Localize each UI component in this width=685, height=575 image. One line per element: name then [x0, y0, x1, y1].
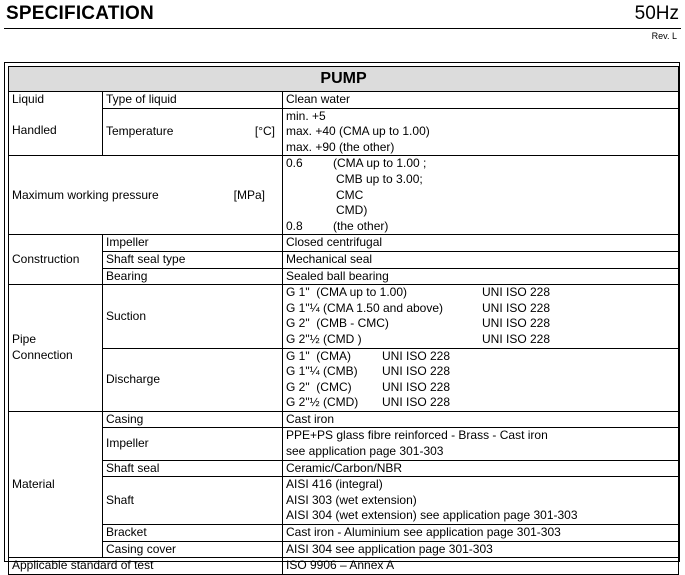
table-row — [9, 477, 679, 525]
type-of-liquid-label: Type of liquid — [103, 92, 283, 109]
discharge-line: G 1" (CMA) UNI ISO 228 — [286, 348, 451, 363]
material-item-label: Shaft seal — [103, 460, 283, 477]
liquid-label-line2: Handled — [12, 123, 57, 138]
discharge-line: G 1"¼ (CMB) UNI ISO 228 — [286, 364, 451, 379]
temperature-value: min. +5 — [286, 108, 326, 123]
material-item-value: Ceramic/Carbon/NBR — [283, 460, 679, 477]
pressure-unit: [MPa] — [233, 187, 265, 202]
table-row — [9, 541, 679, 558]
material-item-value — [283, 428, 679, 460]
pressure-values — [283, 156, 679, 235]
material-item-label: Casing cover — [103, 541, 283, 558]
construction-item-label: Shaft seal type — [103, 251, 283, 268]
table-row — [9, 411, 679, 428]
material-item-value: Cast iron - Aluminium see application page 301-303 — [283, 525, 679, 542]
material-item-label: Impeller — [103, 428, 283, 460]
table-title-row — [9, 67, 679, 92]
impeller-line: see application page 301-303 — [286, 444, 444, 459]
pipe-connection-label — [9, 285, 103, 412]
material-label: Material — [9, 411, 103, 557]
material-item-label: Shaft — [103, 477, 283, 525]
construction-item-value: Sealed ball bearing — [283, 268, 679, 285]
impeller-line: PPE+PS glass fibre reinforced - Brass - Cast iron — [286, 428, 548, 443]
table-row — [9, 428, 679, 460]
table-row — [9, 92, 679, 109]
suction-values — [283, 285, 679, 348]
construction-item-label: Bearing — [103, 268, 283, 285]
discharge-label: Discharge — [103, 348, 283, 411]
table-row — [9, 108, 679, 156]
shaft-line: AISI 304 (wet extension) see application page 301-303 — [286, 508, 578, 523]
construction-label: Construction — [9, 235, 103, 285]
pressure-line: 0.8 (the other) — [286, 218, 389, 233]
table-row — [9, 268, 679, 285]
construction-item-value: Closed centrifugal — [283, 235, 679, 252]
construction-item-label: Impeller — [103, 235, 283, 252]
temperature-unit: [°C] — [254, 124, 275, 139]
pressure-line: 0.6 (CMA up to 1.00 ; — [286, 156, 427, 171]
table-row — [9, 525, 679, 542]
liquid-label-line1: Liquid — [12, 92, 45, 106]
frequency-label: 50Hz — [634, 3, 679, 24]
pressure-line: CMD) — [336, 203, 368, 218]
type-of-liquid-value: Clean water — [283, 92, 679, 109]
material-item-value: AISI 304 see application page 301-303 — [283, 541, 679, 558]
suction-line: G 1"¼ (CMA 1.50 and above) UNI ISO 228 — [286, 300, 551, 315]
temperature-label: Temperature — [106, 124, 174, 139]
spec-table — [8, 66, 679, 575]
discharge-values — [283, 348, 679, 411]
table-row — [9, 558, 679, 575]
pipe-label-line1: Pipe — [12, 332, 37, 347]
suction-line: G 2" (CMB - CMC) UNI ISO 228 — [286, 316, 551, 331]
material-item-value: Cast iron — [283, 411, 679, 428]
temperature-label-cell — [103, 108, 283, 156]
temperature-values — [283, 108, 679, 156]
suction-line: G 1" (CMA up to 1.00) UNI ISO 228 — [286, 285, 551, 300]
pressure-line: CMB up to 3.00; — [336, 171, 423, 186]
temperature-value: max. +90 (the other) — [286, 139, 395, 154]
shaft-line: AISI 416 (integral) — [286, 477, 383, 492]
liquid-label — [9, 92, 103, 156]
page-title: SPECIFICATION — [6, 3, 154, 24]
shaft-line: AISI 303 (wet extension) — [286, 492, 417, 507]
material-item-value — [283, 477, 679, 525]
table-row — [9, 285, 679, 348]
table-title: PUMP — [9, 67, 679, 92]
table-row — [9, 460, 679, 477]
discharge-line: G 2"½ (CMD) UNI ISO 228 — [286, 395, 451, 410]
construction-item-value: Mechanical seal — [283, 251, 679, 268]
table-row — [9, 156, 679, 235]
temperature-value: max. +40 (CMA up to 1.00) — [286, 124, 430, 139]
table-row — [9, 251, 679, 268]
material-item-label: Bracket — [103, 525, 283, 542]
material-item-label: Casing — [103, 411, 283, 428]
standard-label: Applicable standard of test — [9, 558, 283, 575]
revision-label: Rev. L — [651, 31, 677, 41]
standard-value: ISO 9906 – Annex A — [283, 558, 679, 575]
table-row — [9, 235, 679, 252]
table-row — [9, 348, 679, 411]
suction-line: G 2"½ (CMD ) UNI ISO 228 — [286, 331, 551, 346]
discharge-line: G 2" (CMC) UNI ISO 228 — [286, 379, 451, 394]
pressure-line: CMC — [336, 187, 364, 202]
pressure-label: Maximum working pressure — [12, 187, 159, 202]
pipe-label-line2: Connection — [12, 348, 73, 362]
suction-label: Suction — [103, 285, 283, 348]
pressure-label-cell — [9, 156, 283, 235]
header-divider — [4, 28, 681, 29]
